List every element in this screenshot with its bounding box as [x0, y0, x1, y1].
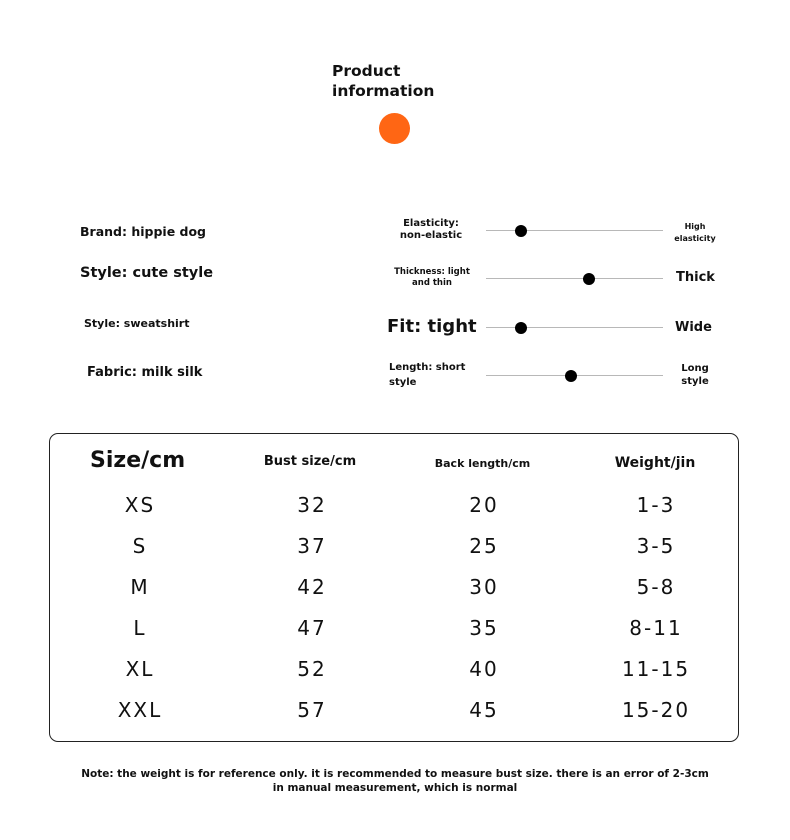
- weight-cell: 5-8: [636, 575, 676, 599]
- length-left-label: Length: short style: [389, 362, 466, 388]
- footnote: Note: the weight is for reference only. it is recommended to measure bust size. there is an error of 2-3cm in manual measurement, which is normal: [81, 768, 709, 794]
- bust-cell: 37: [297, 534, 327, 558]
- style-label-cute: Style: cute style: [80, 265, 214, 281]
- fit-left-label: Fit: tight: [387, 316, 477, 337]
- weight-cell: 15-20: [621, 698, 691, 722]
- fit-slider-knob: [515, 322, 527, 334]
- weight-cell: 8-11: [629, 616, 683, 640]
- brand-label: Brand: hippie dog: [80, 224, 207, 239]
- weight-cell: 11-15: [621, 657, 691, 681]
- bust-cell: 32: [297, 493, 327, 517]
- fit-right-label: Wide: [675, 320, 712, 335]
- length-slider-knob: [565, 370, 577, 382]
- bust-cell: 47: [297, 616, 327, 640]
- fit-slider-track: [486, 327, 663, 328]
- bust-column-header: Bust size/cm: [263, 454, 357, 469]
- back-length-column-header: Back length/cm: [434, 457, 531, 470]
- fabric-label: Fabric: milk silk: [87, 365, 203, 380]
- back-length-cell: 25: [469, 534, 499, 558]
- thickness-right-label: Thick: [676, 270, 715, 285]
- bust-cell: 42: [297, 575, 327, 599]
- style-label-sweatshirt: Style: sweatshirt: [84, 317, 190, 330]
- weight-cell: 3-5: [636, 534, 676, 558]
- thickness-slider-knob: [583, 273, 595, 285]
- bust-cell: 57: [297, 698, 327, 722]
- weight-cell: 1-3: [636, 493, 676, 517]
- back-length-cell: 35: [469, 616, 499, 640]
- size-cell: M: [130, 575, 150, 599]
- elasticity-right-label: High elasticity: [674, 222, 716, 243]
- size-column-header: Size/cm: [90, 448, 186, 473]
- back-length-cell: 20: [469, 493, 499, 517]
- back-length-cell: 45: [469, 698, 499, 722]
- size-table: [49, 433, 739, 742]
- accent-dot: [379, 113, 410, 144]
- size-cell: L: [133, 616, 147, 640]
- size-cell: XL: [125, 657, 155, 681]
- size-cell: XS: [124, 493, 156, 517]
- size-cell: S: [132, 534, 148, 558]
- thickness-slider-track: [486, 278, 663, 279]
- elasticity-left-label: Elasticity: non-elastic: [399, 218, 463, 241]
- thickness-left-label: Thickness: light and thin: [394, 267, 470, 288]
- length-right-label: Long style: [681, 363, 709, 387]
- back-length-cell: 30: [469, 575, 499, 599]
- elasticity-slider-knob: [515, 225, 527, 237]
- elasticity-slider-track: [486, 230, 663, 231]
- weight-column-header: Weight/jin: [614, 455, 696, 471]
- page-title: Product information: [332, 62, 435, 100]
- size-cell: XXL: [117, 698, 163, 722]
- bust-cell: 52: [297, 657, 327, 681]
- back-length-cell: 40: [469, 657, 499, 681]
